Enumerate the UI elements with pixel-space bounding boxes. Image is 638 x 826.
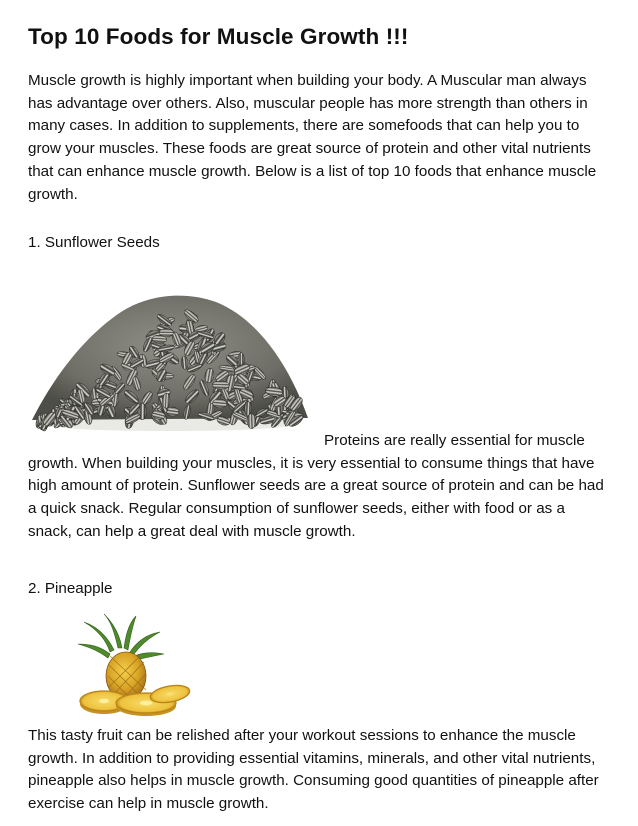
intro-paragraph: Muscle growth is highly important when building your body. A Muscular man always has advantage over others. Also, muscular people has more strength than others in many cases. In addition to supplements, there are somefoods that can help you to grow your muscles. These foods are great source of protein and other vital nutrients that can enhance muscle growth. Below is a list of top 10 foods that enhance muscle growth. xyxy=(28,72,597,203)
sunflower-seeds-text: Proteins are really essential for muscle growth. When building your muscles, it is very essential to consume things that have high amount of protein. Sunflower seeds are a great source of protein and can be had a quick snack. Regular consumption of sunflower seeds, either with food or as a snack, can help a great deal with muscle growth. xyxy=(28,432,604,540)
pineapple-text: This tasty fruit can be relished after your workout sessions to enhance the muscle growth. In addition to providing essential vitamins, minerals, and other vital nutrients, pineapple also helps in muscle growth. Consuming good quantities of pineapple after exercise can help in muscle growth. xyxy=(28,727,599,813)
pineapple-image xyxy=(70,612,194,718)
sunflower-seeds-image xyxy=(26,272,312,432)
item-heading-sunflower-seeds: 1. Sunflower Seeds xyxy=(28,234,160,251)
sunflower-seed xyxy=(159,329,174,337)
item-heading-pineapple: 2. Pineapple xyxy=(28,580,113,597)
page-title: Top 10 Foods for Muscle Growth !!! xyxy=(28,24,409,49)
